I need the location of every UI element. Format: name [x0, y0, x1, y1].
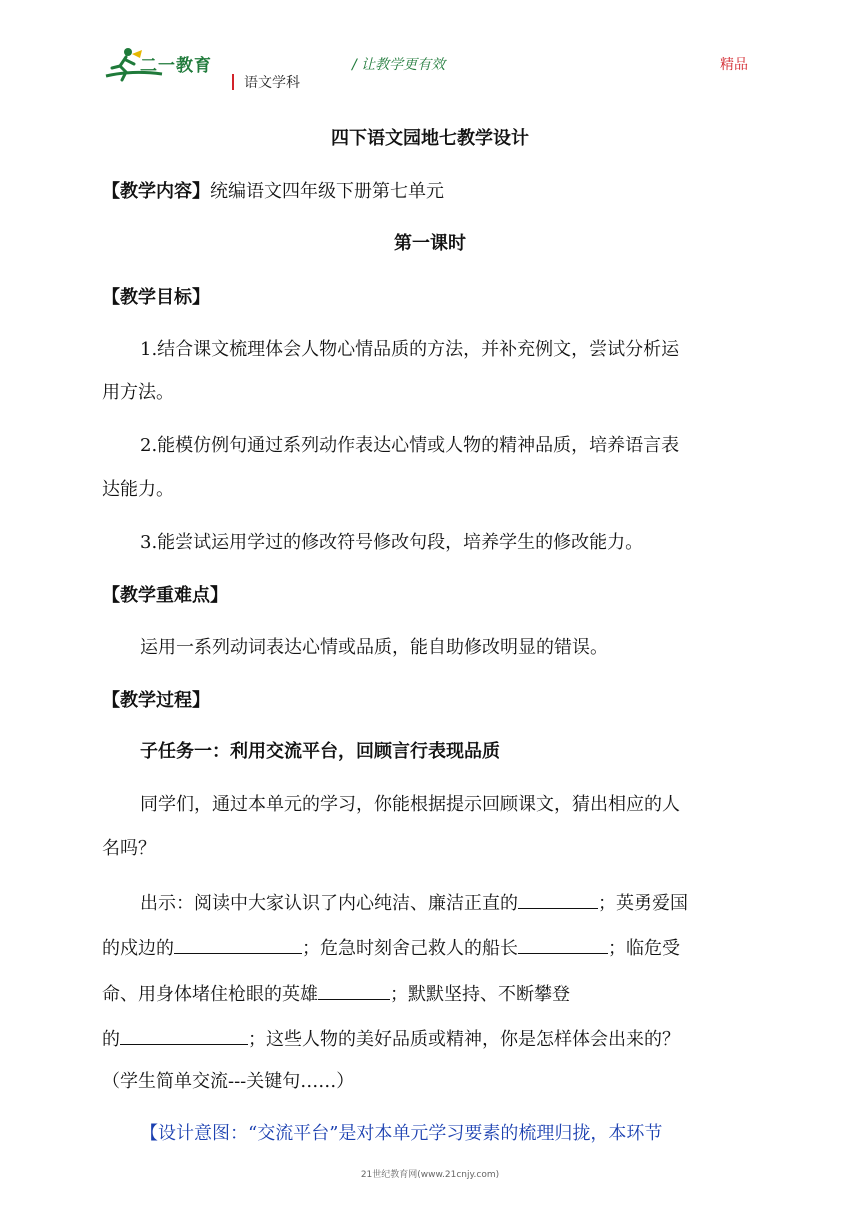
intro-line-1: 同学们，通过本单元的学习，你能根据提示回顾课文，猜出相应的人 [140, 794, 680, 815]
quality-badge: 精品 [720, 57, 748, 73]
subject-label: 语文学科 [244, 75, 300, 91]
show-text: ；英勇爱国 [598, 893, 688, 914]
show-line-4 [102, 1026, 680, 1051]
blank-2 [174, 935, 302, 954]
goals-heading: 【教学目标】 [102, 287, 210, 308]
key-text: 运用一系列动词表达心情或品质，能自助修改明显的错误。 [140, 637, 608, 658]
intro-line-2: 名吗？ [102, 838, 156, 859]
goal-1-line-2: 用方法。 [102, 382, 174, 403]
content-line [102, 181, 444, 203]
design-intent-line: 【设计意图：“交流平台”是对本单元学习要素的梳理归拢，本环节 [140, 1123, 663, 1144]
goal-1-line-1: 1.结合课文梳理体会人物心情品质的方法，并补充例文，尝试分析运 [140, 339, 680, 360]
goal-2-line-1: 2.能模仿例句通过系列动作表达心情或人物的精神品质，培养语言表 [140, 435, 680, 456]
show-text: 出示：阅读中大家认识了内心纯洁、廉洁正直的 [140, 893, 518, 914]
content-label: 【教学内容】 [102, 181, 210, 202]
document-title: 四下语文园地七教学设计 [331, 128, 529, 149]
show-line-3 [102, 981, 570, 1006]
process-heading: 【教学过程】 [102, 690, 210, 711]
key-heading: 【教学重难点】 [102, 585, 228, 606]
blank-3 [518, 935, 608, 954]
show-line-1 [140, 890, 688, 915]
blank-1 [518, 890, 598, 909]
lesson-heading: 第一课时 [394, 233, 466, 254]
content-text: 统编语文四年级下册第七单元 [210, 181, 444, 202]
show-text: ；危急时刻舍己救人的船长 [302, 938, 518, 959]
page-footer: 21世纪教育网(www.21cnjy.com) [360, 1170, 500, 1180]
show-line-5: （学生简单交流---关键句……） [102, 1071, 355, 1092]
blank-4 [318, 981, 390, 1000]
header-divider [232, 74, 234, 90]
show-text: ；默默坚持、不断攀登 [390, 984, 570, 1005]
show-line-2 [102, 935, 680, 960]
goal-2-line-2: 达能力。 [102, 479, 174, 500]
page-header [0, 0, 860, 100]
subtask-1-heading: 子任务一：利用交流平台，回顾言行表现品质 [140, 741, 500, 762]
show-text: 命、用身体堵住枪眼的英雄 [102, 984, 318, 1005]
goal-3: 3.能尝试运用学过的修改符号修改句段，培养学生的修改能力。 [140, 532, 644, 553]
show-text: 的戍边的 [102, 938, 174, 959]
blank-5 [120, 1026, 248, 1045]
show-text: 的 [102, 1029, 120, 1050]
show-text: ；这些人物的美好品质或精神，你是怎样体会出来的？ [248, 1029, 680, 1050]
slogan: / 让教学更有效 [352, 57, 446, 73]
show-text: ；临危受 [608, 938, 680, 959]
logo-text: 二一教育 [140, 56, 212, 76]
